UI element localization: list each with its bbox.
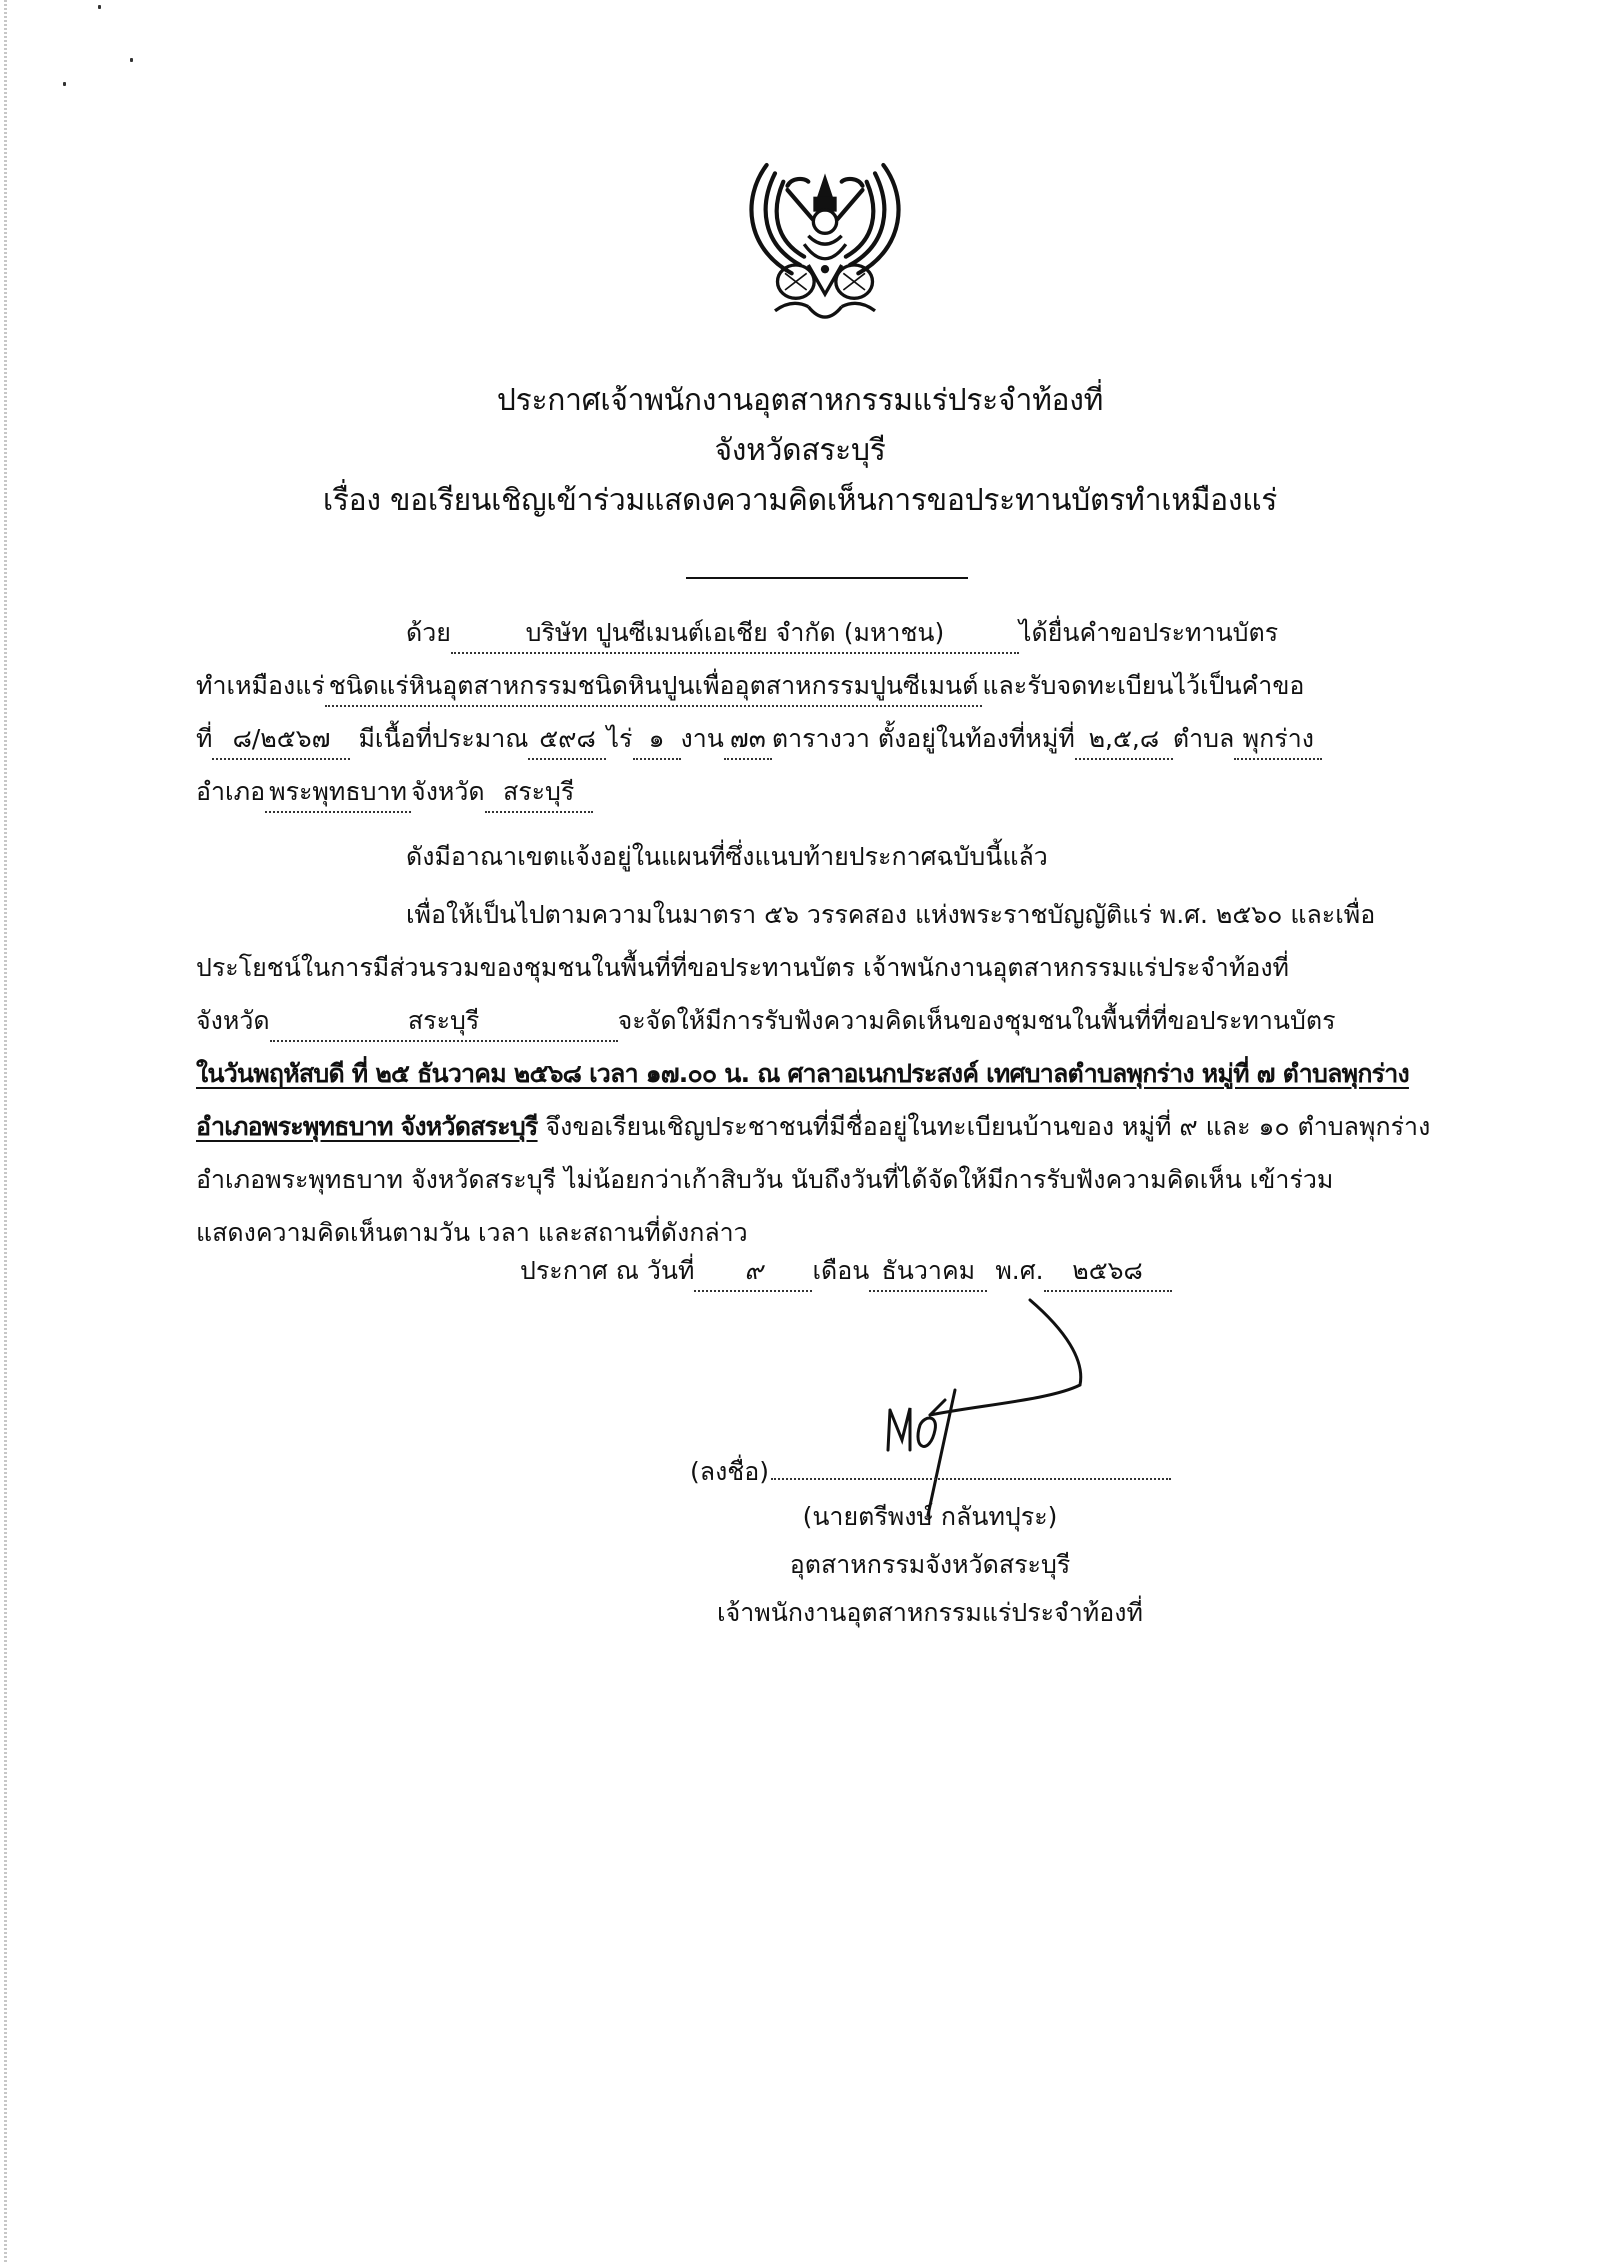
label-no: ที่ — [196, 724, 213, 753]
paragraph-hearing — [196, 888, 1431, 1259]
tambon-field: พุกร่าง — [1234, 720, 1322, 760]
garuda-emblem-icon — [725, 140, 925, 340]
title-line-authority: ประกาศเจ้าพนักงานอุตสาหกรรมแร่ประจำท้องที่ — [496, 383, 1104, 418]
signature-line — [690, 1452, 1171, 1492]
title-divider — [686, 577, 968, 579]
label-submitted: ได้ยื่นคำขอประทานบัตร — [1018, 618, 1279, 647]
day-field: ๙ — [694, 1252, 812, 1292]
scan-speck — [130, 58, 133, 62]
para3-line7: แสดงความคิดเห็นตามวัน เวลา และสถานที่ดังกล่าว — [196, 1218, 748, 1247]
para2-line: ดังมีอาณาเขตแจ้งอยู่ในแผนที่ซึ่งแนบท้ายประกาศฉบับนี้แล้ว — [406, 842, 1048, 871]
hearing-district: อำเภอพระพุทธบาท จังหวัดสระบุรี — [196, 1112, 538, 1141]
para1-line3 — [196, 712, 1426, 765]
hearing-province-field: สระบุรี — [270, 1002, 618, 1042]
para3-line5 — [196, 1100, 1431, 1153]
label-rai: ไร่ — [606, 724, 633, 753]
signatory-name: (นายตรีพงษ์ กลันทปุระ) — [802, 1502, 1058, 1531]
moo-field: ๒,๕,๘ — [1075, 720, 1173, 760]
scan-edge-artifact — [4, 0, 7, 2262]
signatory-block — [650, 1493, 1210, 1637]
paragraph-map-note — [196, 830, 1426, 883]
wa-field: ๗๓ — [724, 720, 772, 760]
para1-line4 — [196, 765, 1426, 818]
month-field: ธันวาคม — [869, 1252, 987, 1292]
year-field: ๒๕๖๘ — [1044, 1252, 1172, 1292]
label-amphoe: อำเภอ — [196, 777, 266, 806]
label-province: จังหวัด — [196, 1006, 270, 1035]
hearing-datetime-venue: ในวันพฤหัสบดี ที่ ๒๕ ธันวาคม ๒๕๖๘ เวลา ๑๗.๐๐ น. ณ ศาลาอเนกประสงค์ เทศบาลตำบลพุกร่าง หมู่ที่ ๗ ตำบลพุกร่าง — [196, 1059, 1409, 1088]
para1-line2 — [196, 659, 1426, 712]
scan-speck — [98, 5, 101, 9]
province-field: สระบุรี — [485, 773, 593, 813]
ngan-field: ๑ — [633, 720, 681, 760]
label-month: เดือน — [812, 1256, 870, 1285]
para3-line3 — [196, 994, 1426, 1047]
label-area: มีเนื้อที่ประมาณ — [358, 724, 529, 753]
title-line-subject: เรื่อง ขอเรียนเชิญเข้าร่วมแสดงความคิดเห็นการขอประทานบัตรทำเหมืองแร่ — [322, 483, 1278, 518]
amphoe-field: พระพุทธบาท — [265, 773, 411, 813]
label-registered: และรับจดทะเบียนไว้เป็นคำขอ — [982, 671, 1305, 700]
label-year: พ.ศ. — [995, 1256, 1044, 1285]
para3-line6: อำเภอพระพุทธบาท จังหวัดสระบุรี ไม่น้อยกว่าเก้าสิบวัน นับถึงวันที่ได้จัดให้มีการรับฟังความคิดเห็น เข้าร่วม — [196, 1165, 1334, 1194]
para3-line2: ประโยชน์ในการมีส่วนรวมของชุมชนในพื้นที่ที่ขอประทานบัตร เจ้าพนักงานอุตสาหกรรมแร่ประจำท้องที่ — [196, 953, 1290, 982]
title-line-province: จังหวัดสระบุรี — [714, 433, 886, 468]
signature-dotted-line — [771, 1478, 1171, 1480]
company-name-field: บริษัท ปูนซีเมนต์เอเชีย จำกัด (มหาชน) — [451, 614, 1019, 654]
paragraph-application — [196, 606, 1426, 818]
invitation-text: จึงขอเรียนเชิญประชาชนที่มีชื่ออยู่ในทะเบียนบ้านของ หมู่ที่ ๙ และ ๑๐ ตำบลพุกร่าง — [545, 1112, 1431, 1141]
label-location: ตั้งอยู่ในท้องที่หมู่ที่ — [877, 724, 1075, 753]
label-wa: ตารางวา — [771, 724, 870, 753]
request-number-field: ๘/๒๕๖๗ — [212, 720, 350, 760]
document-title — [0, 376, 1600, 526]
label-ngan: งาน — [680, 724, 724, 753]
mineral-type-field: ชนิดแร่หินอุตสาหกรรมชนิดหินปูนเพื่ออุตสาหกรรมปูนซีเมนต์ — [325, 667, 983, 707]
label-signed: (ลงชื่อ) — [690, 1457, 770, 1486]
rai-field: ๕๙๘ — [528, 720, 606, 760]
para3-line1: เพื่อให้เป็นไปตามความในมาตรา ๕๖ วรรคสอง แห่งพระราชบัญญัติแร่ พ.ศ. ๒๕๖๐ และเพื่อ — [406, 900, 1376, 929]
label-province: จังหวัด — [411, 777, 485, 806]
label-announced: ประกาศ ณ วันที่ — [520, 1256, 695, 1285]
scan-speck — [63, 82, 66, 86]
para1-line1 — [196, 606, 1426, 659]
label-hearing: จะจัดให้มีการรับฟังความคิดเห็นของชุมชนในพื้นที่ที่ขอประทานบัตร — [617, 1006, 1336, 1035]
label-with: ด้วย — [406, 618, 451, 647]
signatory-position-2: เจ้าพนักงานอุตสาหกรรมแร่ประจำท้องที่ — [717, 1598, 1143, 1627]
label-tambon: ตำบล — [1172, 724, 1235, 753]
signatory-position-1: อุตสาหกรรมจังหวัดสระบุรี — [789, 1550, 1071, 1579]
label-mining: ทำเหมืองแร่ — [196, 671, 325, 700]
